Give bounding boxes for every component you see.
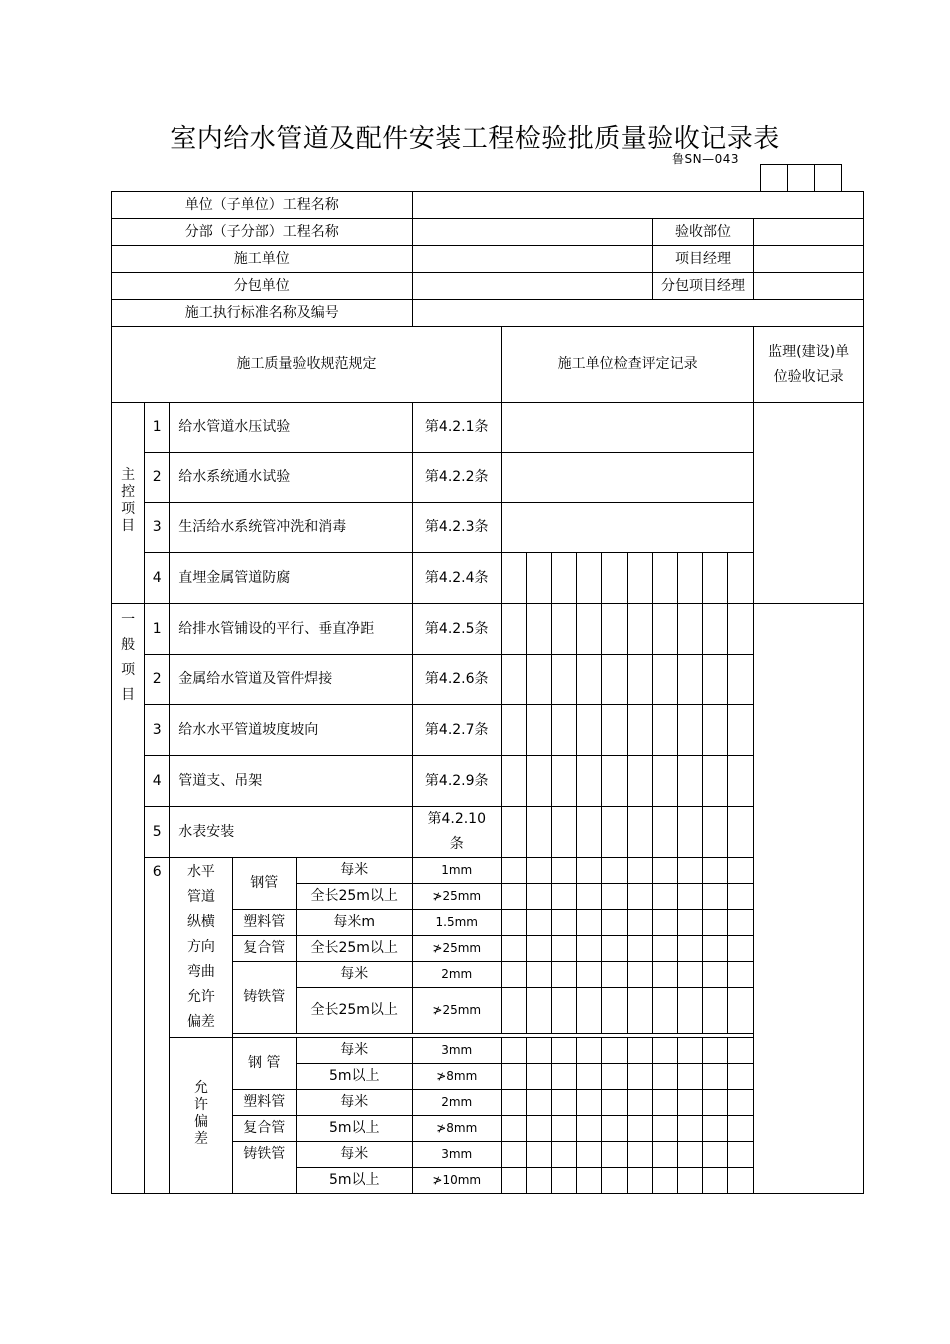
check-cell[interactable] (577, 1142, 602, 1168)
item-clause: 第4.2.9条 (412, 756, 501, 807)
acceptance-part-label: 验收部位 (652, 219, 754, 246)
main-item-row (112, 453, 864, 503)
check-cell[interactable] (552, 1064, 577, 1090)
check-cell[interactable] (627, 756, 652, 807)
check-cell[interactable] (652, 705, 677, 756)
item-clause: 第4.2.10条 (412, 807, 501, 858)
check-cell[interactable] (602, 1116, 627, 1142)
measure-label: 5m以上 (296, 1064, 412, 1090)
general-supervision-cell[interactable] (754, 604, 864, 1194)
check-cell[interactable] (501, 553, 526, 604)
check-cell[interactable] (652, 936, 677, 962)
check-cell[interactable] (577, 655, 602, 705)
item-name: 金属给水管道及管件焊接 (170, 655, 412, 705)
measure-label: 每米 (296, 858, 412, 884)
pipe-type: 铸铁管 (232, 962, 296, 1034)
check-cell[interactable] (702, 1116, 727, 1142)
check-cell[interactable] (577, 962, 602, 988)
item-clause: 第4.2.3条 (412, 503, 501, 553)
measure-label: 每米 (296, 1038, 412, 1064)
check-cell[interactable] (677, 858, 702, 884)
check-cell[interactable] (552, 936, 577, 962)
number-box[interactable] (788, 165, 815, 192)
check-cell[interactable] (652, 1090, 677, 1116)
check-cell[interactable] (552, 756, 577, 807)
check-cell[interactable] (577, 1168, 602, 1194)
check-cell[interactable] (677, 962, 702, 988)
item-clause: 第4.2.6条 (412, 655, 501, 705)
check-cell[interactable] (677, 1064, 702, 1090)
item-clause: 第4.2.4条 (412, 553, 501, 604)
check-cell[interactable] (552, 1142, 577, 1168)
check-cell[interactable] (552, 655, 577, 705)
check-cell[interactable] (602, 655, 627, 705)
form-title: 室内给水管道及配件安装工程检验批质量验收记录表 (170, 124, 780, 154)
check-cell[interactable] (527, 756, 552, 807)
item-number: 1 (145, 604, 170, 655)
standard-value[interactable] (412, 300, 863, 327)
check-cell[interactable] (501, 858, 526, 884)
check-cell[interactable] (602, 1038, 627, 1064)
check-cell[interactable] (728, 1064, 754, 1090)
check-cell[interactable] (728, 936, 754, 962)
check-cell[interactable] (577, 705, 602, 756)
item-name: 管道支、吊架 (170, 756, 412, 807)
item-number: 3 (145, 705, 170, 756)
check-cell[interactable] (702, 884, 727, 910)
check-cell[interactable] (552, 553, 577, 604)
check-cell[interactable] (602, 1142, 627, 1168)
check-cell[interactable] (677, 1090, 702, 1116)
pipe-type: 复合管 (232, 1116, 296, 1142)
check-cell[interactable] (627, 1116, 652, 1142)
check-cell[interactable] (627, 988, 652, 1034)
tolerance-value: ≯25mm (412, 884, 501, 910)
general-label: 一般项目 (112, 604, 145, 1194)
item-clause: 第4.2.1条 (412, 403, 501, 453)
check-cell[interactable] (577, 884, 602, 910)
check-cell[interactable] (652, 604, 677, 655)
tolerance-value: 1mm (412, 858, 501, 884)
header-row (112, 219, 864, 246)
check-cell[interactable] (527, 910, 552, 936)
check-cell[interactable] (702, 705, 727, 756)
check-cell[interactable] (627, 807, 652, 858)
check-cell[interactable] (527, 936, 552, 962)
check-cell[interactable] (602, 1090, 627, 1116)
check-cell[interactable] (501, 604, 526, 655)
check-cell[interactable] (677, 807, 702, 858)
main-control-label: 主控项目 (112, 403, 145, 604)
unit-project-value[interactable] (412, 192, 863, 219)
check-cell[interactable] (527, 1064, 552, 1090)
check-cell[interactable] (728, 705, 754, 756)
check-cell[interactable] (728, 756, 754, 807)
check-cell[interactable] (602, 858, 627, 884)
check-cell[interactable] (552, 1038, 577, 1064)
check-cell[interactable] (702, 1038, 727, 1064)
measure-label: 5m以上 (296, 1168, 412, 1194)
pipe-type: 钢管 (232, 858, 296, 910)
check-cell[interactable] (627, 884, 652, 910)
check-cell[interactable] (677, 655, 702, 705)
check-record-cell[interactable] (501, 403, 753, 453)
check-cell[interactable] (627, 936, 652, 962)
check-cell[interactable] (527, 1038, 552, 1064)
check-cell[interactable] (702, 858, 727, 884)
check-cell[interactable] (702, 756, 727, 807)
check-cell[interactable] (527, 884, 552, 910)
check-cell[interactable] (702, 1064, 727, 1090)
check-record-cell[interactable] (501, 453, 753, 503)
supervision-header: 监理(建设)单位验收记录 (754, 327, 864, 403)
check-cell[interactable] (527, 1116, 552, 1142)
check-cell[interactable] (702, 553, 727, 604)
check-cell[interactable] (627, 553, 652, 604)
check-cell[interactable] (527, 1142, 552, 1168)
number-box[interactable] (815, 165, 842, 192)
check-cell[interactable] (652, 1168, 677, 1194)
standard-label: 施工执行标准名称及编号 (112, 300, 413, 327)
check-cell[interactable] (501, 1168, 526, 1194)
check-cell[interactable] (677, 1038, 702, 1064)
number-box[interactable] (761, 165, 788, 192)
general-item-row (112, 655, 864, 705)
tolerance-value: 2mm (412, 1090, 501, 1116)
check-cell[interactable] (602, 962, 627, 988)
item-clause: 第4.2.7条 (412, 705, 501, 756)
check-cell[interactable] (728, 604, 754, 655)
check-cell[interactable] (627, 705, 652, 756)
item-number: 2 (145, 655, 170, 705)
check-cell[interactable] (728, 1038, 754, 1064)
measure-label: 每米 (296, 962, 412, 988)
measure-label: 每米 (296, 1090, 412, 1116)
check-cell[interactable] (577, 807, 602, 858)
check-cell[interactable] (552, 604, 577, 655)
check-cell[interactable] (652, 962, 677, 988)
check-cell[interactable] (501, 910, 526, 936)
check-cell[interactable] (602, 910, 627, 936)
tolerance-value: ≯10mm (412, 1168, 501, 1194)
check-cell[interactable] (552, 807, 577, 858)
check-cell[interactable] (577, 910, 602, 936)
check-cell[interactable] (602, 705, 627, 756)
check-cell[interactable] (702, 1168, 727, 1194)
check-cell[interactable] (552, 884, 577, 910)
form-number-boxes (760, 164, 842, 192)
check-cell[interactable] (652, 1064, 677, 1090)
check-cell[interactable] (627, 655, 652, 705)
check-cell[interactable] (702, 936, 727, 962)
check-cell[interactable] (728, 1090, 754, 1116)
check-cell[interactable] (527, 553, 552, 604)
check-cell[interactable] (627, 1142, 652, 1168)
item-name: 生活给水系统管冲洗和消毒 (170, 503, 412, 553)
item-number: 6 (145, 858, 170, 1194)
check-cell[interactable] (677, 910, 702, 936)
measure-label: 全长25m以上 (296, 884, 412, 910)
check-cell[interactable] (677, 1142, 702, 1168)
check-cell[interactable] (527, 807, 552, 858)
check-cell[interactable] (728, 884, 754, 910)
check-cell[interactable] (702, 962, 727, 988)
tolerance-value: 3mm (412, 1038, 501, 1064)
check-cell[interactable] (501, 655, 526, 705)
deviation-row (112, 1038, 864, 1064)
check-cell[interactable] (577, 1090, 602, 1116)
unit-project-label: 单位（子单位）工程名称 (112, 192, 413, 219)
check-cell[interactable] (577, 1038, 602, 1064)
check-cell[interactable] (501, 807, 526, 858)
measure-label: 全长25m以上 (296, 936, 412, 962)
check-cell[interactable] (552, 1116, 577, 1142)
check-cell[interactable] (602, 1168, 627, 1194)
check-cell[interactable] (501, 962, 526, 988)
check-cell[interactable] (677, 1116, 702, 1142)
header-row (112, 192, 864, 219)
check-cell[interactable] (702, 604, 727, 655)
check-cell[interactable] (652, 655, 677, 705)
item-name: 给水管道水压试验 (170, 403, 412, 453)
tolerance-value: 3mm (412, 1142, 501, 1168)
item-number: 3 (145, 503, 170, 553)
check-cell[interactable] (527, 1168, 552, 1194)
construction-unit-label: 施工单位 (112, 246, 413, 273)
form-code: 鲁SN—043 (672, 152, 739, 166)
check-cell[interactable] (627, 858, 652, 884)
item-name: 直埋金属管道防腐 (170, 553, 412, 604)
subcontract-manager-value[interactable] (754, 273, 864, 300)
check-cell[interactable] (652, 553, 677, 604)
check-cell[interactable] (552, 1168, 577, 1194)
check-cell[interactable] (602, 884, 627, 910)
check-cell[interactable] (677, 884, 702, 910)
check-cell[interactable] (577, 1116, 602, 1142)
check-cell[interactable] (652, 756, 677, 807)
check-cell[interactable] (577, 1064, 602, 1090)
item-number: 1 (145, 403, 170, 453)
check-cell[interactable] (602, 988, 627, 1034)
check-cell[interactable] (677, 604, 702, 655)
check-cell[interactable] (677, 756, 702, 807)
check-cell[interactable] (702, 807, 727, 858)
check-cell[interactable] (501, 884, 526, 910)
spec-header: 施工质量验收规范规定 (112, 327, 502, 403)
acceptance-part-value[interactable] (754, 219, 864, 246)
item-clause: 第4.2.5条 (412, 604, 501, 655)
check-cell[interactable] (652, 988, 677, 1034)
check-record-cell[interactable] (501, 503, 753, 553)
general-item-row (112, 604, 864, 655)
check-cell[interactable] (501, 988, 526, 1034)
item-name: 给水系统通水试验 (170, 453, 412, 503)
general-item-row (112, 807, 864, 858)
check-cell[interactable] (728, 553, 754, 604)
item-number: 5 (145, 807, 170, 858)
inspection-table (111, 191, 864, 1194)
tolerance-value: ≯8mm (412, 1064, 501, 1090)
check-cell[interactable] (627, 1038, 652, 1064)
check-cell[interactable] (728, 1142, 754, 1168)
main-item-row (112, 503, 864, 553)
check-cell[interactable] (652, 1142, 677, 1168)
item-number: 4 (145, 756, 170, 807)
check-cell[interactable] (728, 988, 754, 1034)
measure-label: 全长25m以上 (296, 988, 412, 1034)
main-item-row (112, 553, 864, 604)
check-cell[interactable] (552, 858, 577, 884)
check-cell[interactable] (627, 1168, 652, 1194)
check-cell[interactable] (702, 1090, 727, 1116)
subcontract-unit-value[interactable] (412, 273, 652, 300)
main-supervision-cell[interactable] (754, 403, 864, 604)
check-cell[interactable] (577, 858, 602, 884)
item-name: 水表安装 (170, 807, 412, 858)
check-cell[interactable] (577, 988, 602, 1034)
measure-label: 5m以上 (296, 1116, 412, 1142)
check-cell[interactable] (602, 936, 627, 962)
check-cell[interactable] (527, 858, 552, 884)
check-cell[interactable] (577, 604, 602, 655)
check-cell[interactable] (652, 858, 677, 884)
check-cell[interactable] (652, 884, 677, 910)
column-header-row (112, 327, 864, 403)
check-cell[interactable] (577, 553, 602, 604)
allow-label: 允许偏差 (170, 1038, 232, 1194)
check-cell[interactable] (602, 604, 627, 655)
tolerance-value: ≯25mm (412, 988, 501, 1034)
check-cell[interactable] (702, 910, 727, 936)
deviation-row (112, 858, 864, 884)
check-cell[interactable] (627, 910, 652, 936)
check-cell[interactable] (501, 936, 526, 962)
check-cell[interactable] (627, 1064, 652, 1090)
check-cell[interactable] (527, 962, 552, 988)
pipe-type: 钢 管 (232, 1038, 296, 1090)
subcontract-manager-label: 分包项目经理 (652, 273, 754, 300)
check-cell[interactable] (577, 936, 602, 962)
item-name: 给排水管铺设的平行、垂直净距 (170, 604, 412, 655)
check-cell[interactable] (501, 1142, 526, 1168)
check-cell[interactable] (728, 858, 754, 884)
bend-label: 水平管道纵横方向弯曲允许偏差 (170, 858, 232, 1038)
check-cell[interactable] (602, 553, 627, 604)
check-cell[interactable] (702, 655, 727, 705)
check-cell[interactable] (728, 807, 754, 858)
check-cell[interactable] (527, 604, 552, 655)
check-cell[interactable] (728, 1168, 754, 1194)
check-cell[interactable] (677, 936, 702, 962)
check-cell[interactable] (552, 910, 577, 936)
check-cell[interactable] (501, 1038, 526, 1064)
tolerance-value: ≯25mm (412, 936, 501, 962)
check-cell[interactable] (728, 1116, 754, 1142)
general-item-row (112, 705, 864, 756)
check-cell[interactable] (627, 604, 652, 655)
check-cell[interactable] (602, 1064, 627, 1090)
check-cell[interactable] (552, 962, 577, 988)
pipe-type: 铸铁管 (232, 1142, 296, 1194)
check-cell[interactable] (552, 1090, 577, 1116)
construction-unit-value[interactable] (412, 246, 652, 273)
check-cell[interactable] (702, 1142, 727, 1168)
header-row (112, 300, 864, 327)
subcontract-unit-label: 分包单位 (112, 273, 413, 300)
pipe-type: 塑料管 (232, 910, 296, 936)
main-item-row (112, 403, 864, 453)
check-cell[interactable] (702, 988, 727, 1034)
sub-project-value[interactable] (412, 219, 652, 246)
measure-label: 每米 (296, 1142, 412, 1168)
check-cell[interactable] (602, 756, 627, 807)
check-cell[interactable] (501, 756, 526, 807)
tolerance-value: 1.5mm (412, 910, 501, 936)
check-cell[interactable] (501, 705, 526, 756)
item-number: 4 (145, 553, 170, 604)
check-cell[interactable] (577, 756, 602, 807)
pipe-type: 复合管 (232, 936, 296, 962)
tolerance-value: 2mm (412, 962, 501, 988)
check-cell[interactable] (677, 705, 702, 756)
header-row (112, 246, 864, 273)
measure-label: 每米m (296, 910, 412, 936)
check-cell[interactable] (627, 1090, 652, 1116)
general-item-row (112, 756, 864, 807)
check-cell[interactable] (728, 655, 754, 705)
check-cell[interactable] (602, 807, 627, 858)
check-cell[interactable] (677, 988, 702, 1034)
check-cell[interactable] (677, 1168, 702, 1194)
check-cell[interactable] (501, 1090, 526, 1116)
check-cell[interactable] (652, 1116, 677, 1142)
tolerance-value: ≯8mm (412, 1116, 501, 1142)
check-cell[interactable] (728, 910, 754, 936)
check-cell[interactable] (677, 553, 702, 604)
check-cell[interactable] (501, 1064, 526, 1090)
check-cell[interactable] (652, 1038, 677, 1064)
item-clause: 第4.2.2条 (412, 453, 501, 503)
pipe-type: 塑料管 (232, 1090, 296, 1116)
check-cell[interactable] (552, 988, 577, 1034)
check-cell[interactable] (527, 655, 552, 705)
check-cell[interactable] (527, 988, 552, 1034)
check-cell[interactable] (652, 807, 677, 858)
item-name: 给水水平管道坡度坡向 (170, 705, 412, 756)
header-row (112, 273, 864, 300)
item-number: 2 (145, 453, 170, 503)
check-record-header: 施工单位检查评定记录 (501, 327, 753, 403)
check-cell[interactable] (527, 1090, 552, 1116)
check-cell[interactable] (652, 910, 677, 936)
check-cell[interactable] (501, 1116, 526, 1142)
check-cell[interactable] (627, 962, 652, 988)
project-manager-label: 项目经理 (652, 246, 754, 273)
sub-project-label: 分部（子分部）工程名称 (112, 219, 413, 246)
project-manager-value[interactable] (754, 246, 864, 273)
check-cell[interactable] (552, 705, 577, 756)
check-cell[interactable] (527, 705, 552, 756)
check-cell[interactable] (728, 962, 754, 988)
